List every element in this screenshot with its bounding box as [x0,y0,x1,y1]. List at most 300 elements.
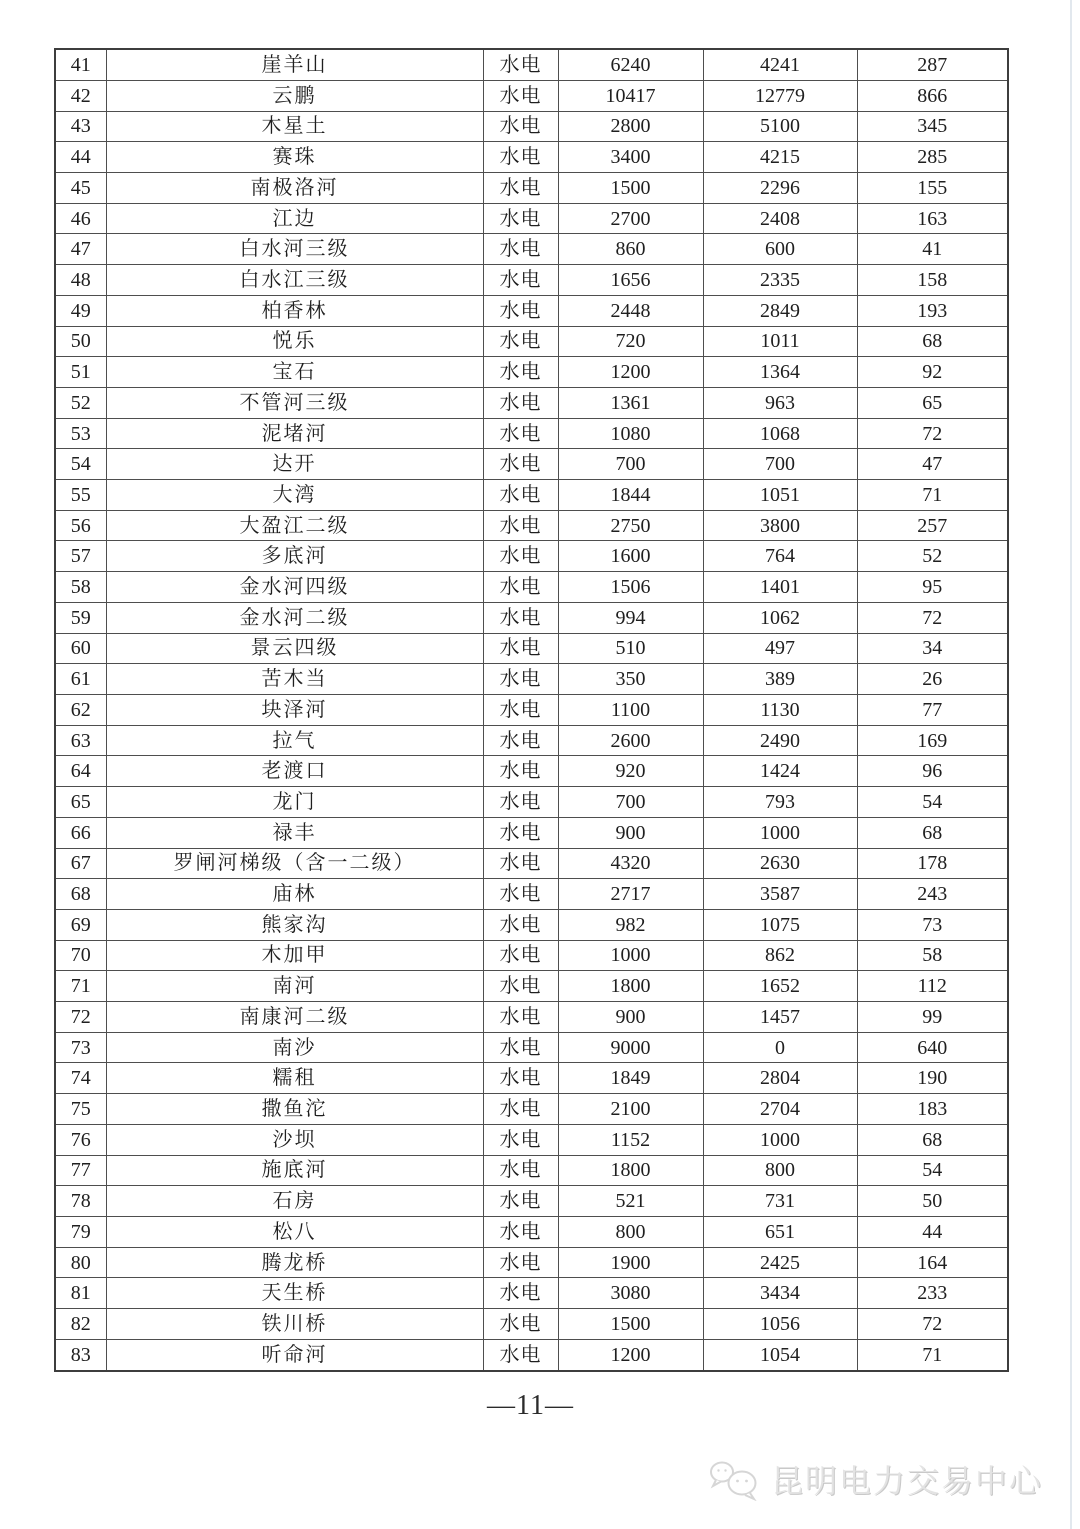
value-col-1: 1800 [558,971,703,1002]
table-row [55,725,1008,756]
value-col-3: 71 [857,1339,1008,1371]
plant-name: 金水河四级 [106,572,483,603]
table-row [55,357,1008,388]
page-number: —11— [487,1390,574,1421]
value-col-1: 2800 [558,111,703,142]
table-row [55,909,1008,940]
plant-type: 水电 [483,49,558,80]
plant-name: 南康河二级 [106,1002,483,1033]
value-col-2: 4215 [703,142,857,173]
plant-name: 石房 [106,1186,483,1217]
value-col-3: 287 [857,49,1008,80]
wechat-icon [709,1457,761,1501]
plant-type: 水电 [483,541,558,572]
value-col-3: 866 [857,80,1008,111]
table-row [55,234,1008,265]
row-index: 72 [55,1002,106,1033]
plant-name: 撒鱼沱 [106,1094,483,1125]
plant-name: 天生桥 [106,1278,483,1309]
plant-name: 沙坝 [106,1124,483,1155]
plant-name: 熊家沟 [106,909,483,940]
table-row [55,879,1008,910]
value-col-2: 1054 [703,1339,857,1371]
value-col-2: 731 [703,1186,857,1217]
row-index: 68 [55,879,106,910]
value-col-1: 4320 [558,848,703,879]
plant-name: 宝石 [106,357,483,388]
table-row [55,1002,1008,1033]
value-col-1: 1849 [558,1063,703,1094]
plant-type: 水电 [483,848,558,879]
row-index: 70 [55,940,106,971]
value-col-3: 92 [857,357,1008,388]
row-index: 62 [55,695,106,726]
table-row [55,695,1008,726]
plant-type: 水电 [483,510,558,541]
row-index: 42 [55,80,106,111]
value-col-1: 3400 [558,142,703,173]
value-col-3: 52 [857,541,1008,572]
value-col-1: 9000 [558,1032,703,1063]
row-index: 83 [55,1339,106,1371]
value-col-2: 2335 [703,265,857,296]
value-col-3: 233 [857,1278,1008,1309]
value-col-1: 10417 [558,80,703,111]
value-col-2: 963 [703,387,857,418]
row-index: 43 [55,111,106,142]
table-row [55,80,1008,111]
value-col-3: 72 [857,602,1008,633]
value-col-3: 257 [857,510,1008,541]
plant-name: 白水河三级 [106,234,483,265]
plant-name: 龙门 [106,787,483,818]
value-col-2: 2630 [703,848,857,879]
table-row [55,1247,1008,1278]
row-index: 58 [55,572,106,603]
footer-watermark [709,1456,1043,1502]
plant-name: 听命河 [106,1339,483,1371]
value-col-1: 982 [558,909,703,940]
value-col-2: 1068 [703,418,857,449]
plant-name: 江边 [106,203,483,234]
plant-type: 水电 [483,725,558,756]
plant-type: 水电 [483,879,558,910]
table-row [55,1278,1008,1309]
row-index: 63 [55,725,106,756]
value-col-1: 1000 [558,940,703,971]
value-col-2: 2296 [703,173,857,204]
plant-name: 达开 [106,449,483,480]
plant-name: 罗闸河梯级（含一二级） [106,848,483,879]
row-index: 65 [55,787,106,818]
value-col-1: 1200 [558,1339,703,1371]
plant-name: 南沙 [106,1032,483,1063]
value-col-3: 183 [857,1094,1008,1125]
value-col-1: 521 [558,1186,703,1217]
value-col-3: 44 [857,1216,1008,1247]
value-col-1: 6240 [558,49,703,80]
value-col-2: 2425 [703,1247,857,1278]
value-col-1: 720 [558,326,703,357]
value-col-3: 34 [857,633,1008,664]
value-col-3: 58 [857,940,1008,971]
value-col-2: 1130 [703,695,857,726]
plant-type: 水电 [483,1339,558,1371]
plant-type: 水电 [483,234,558,265]
table-row [55,1094,1008,1125]
value-col-1: 1844 [558,480,703,511]
value-col-3: 47 [857,449,1008,480]
plant-name: 金水河二级 [106,602,483,633]
row-index: 60 [55,633,106,664]
table-row [55,510,1008,541]
plant-type: 水电 [483,480,558,511]
value-col-2: 1075 [703,909,857,940]
value-col-3: 112 [857,971,1008,1002]
value-col-1: 1080 [558,418,703,449]
value-col-3: 72 [857,418,1008,449]
row-index: 59 [55,602,106,633]
plant-type: 水电 [483,173,558,204]
value-col-3: 285 [857,142,1008,173]
row-index: 67 [55,848,106,879]
value-col-3: 99 [857,1002,1008,1033]
value-col-1: 1656 [558,265,703,296]
plant-name: 铁川桥 [106,1309,483,1340]
plant-type: 水电 [483,817,558,848]
value-col-2: 651 [703,1216,857,1247]
value-col-3: 77 [857,695,1008,726]
value-col-2: 0 [703,1032,857,1063]
value-col-1: 1500 [558,1309,703,1340]
plant-name: 苦木当 [106,664,483,695]
value-col-2: 12779 [703,80,857,111]
row-index: 51 [55,357,106,388]
plant-type: 水电 [483,265,558,296]
row-index: 76 [55,1124,106,1155]
value-col-3: 50 [857,1186,1008,1217]
table-row [55,265,1008,296]
plant-name: 悦乐 [106,326,483,357]
row-index: 41 [55,49,106,80]
value-col-3: 163 [857,203,1008,234]
value-col-2: 3800 [703,510,857,541]
table-row [55,664,1008,695]
table-row [55,817,1008,848]
table-row [55,572,1008,603]
row-index: 44 [55,142,106,173]
plant-type: 水电 [483,80,558,111]
value-col-1: 800 [558,1216,703,1247]
value-col-3: 68 [857,817,1008,848]
value-col-1: 900 [558,817,703,848]
table-row [55,387,1008,418]
value-col-3: 178 [857,848,1008,879]
value-col-1: 900 [558,1002,703,1033]
plant-type: 水电 [483,1247,558,1278]
value-col-2: 1051 [703,480,857,511]
value-col-2: 600 [703,234,857,265]
value-col-3: 169 [857,725,1008,756]
plant-name: 腾龙桥 [106,1247,483,1278]
table-row [55,418,1008,449]
plant-type: 水电 [483,909,558,940]
value-col-1: 2100 [558,1094,703,1125]
row-index: 74 [55,1063,106,1094]
table-row [55,49,1008,80]
table-row [55,1339,1008,1371]
plant-name: 景云四级 [106,633,483,664]
plant-type: 水电 [483,1032,558,1063]
value-col-2: 1401 [703,572,857,603]
plant-name: 施底河 [106,1155,483,1186]
value-col-1: 920 [558,756,703,787]
plant-name: 木星土 [106,111,483,142]
value-col-3: 190 [857,1063,1008,1094]
value-col-2: 1652 [703,971,857,1002]
plant-type: 水电 [483,1186,558,1217]
value-col-1: 1800 [558,1155,703,1186]
table-row [55,111,1008,142]
value-col-1: 1361 [558,387,703,418]
plant-type: 水电 [483,756,558,787]
row-index: 80 [55,1247,106,1278]
value-col-3: 41 [857,234,1008,265]
row-index: 45 [55,173,106,204]
table-row [55,326,1008,357]
table-row [55,1124,1008,1155]
value-col-2: 2408 [703,203,857,234]
value-col-1: 2717 [558,879,703,910]
plant-type: 水电 [483,326,558,357]
row-index: 82 [55,1309,106,1340]
table-row [55,971,1008,1002]
row-index: 78 [55,1186,106,1217]
value-col-1: 2600 [558,725,703,756]
table-row [55,295,1008,326]
plant-type: 水电 [483,295,558,326]
table-row [55,1309,1008,1340]
table-row [55,787,1008,818]
value-col-2: 2490 [703,725,857,756]
plant-name: 崖羊山 [106,49,483,80]
table-row [55,142,1008,173]
value-col-3: 65 [857,387,1008,418]
plant-type: 水电 [483,449,558,480]
value-col-1: 510 [558,633,703,664]
value-col-1: 1152 [558,1124,703,1155]
row-index: 47 [55,234,106,265]
plant-name: 拉气 [106,725,483,756]
value-col-1: 1600 [558,541,703,572]
table-row [55,1216,1008,1247]
table-row [55,1032,1008,1063]
table-row [55,633,1008,664]
plant-name: 南河 [106,971,483,1002]
plant-name: 大盈江二级 [106,510,483,541]
row-index: 81 [55,1278,106,1309]
value-col-3: 73 [857,909,1008,940]
value-col-3: 164 [857,1247,1008,1278]
plant-type: 水电 [483,1124,558,1155]
plant-name: 不管河三级 [106,387,483,418]
value-col-2: 5100 [703,111,857,142]
plant-type: 水电 [483,1216,558,1247]
plant-name: 松八 [106,1216,483,1247]
row-index: 46 [55,203,106,234]
plant-type: 水电 [483,418,558,449]
value-col-1: 994 [558,602,703,633]
value-col-1: 1100 [558,695,703,726]
value-col-2: 2849 [703,295,857,326]
value-col-3: 68 [857,326,1008,357]
plant-type: 水电 [483,387,558,418]
value-col-3: 71 [857,480,1008,511]
value-col-2: 1457 [703,1002,857,1033]
value-col-2: 1011 [703,326,857,357]
value-col-1: 700 [558,449,703,480]
value-col-2: 1062 [703,602,857,633]
value-col-2: 1000 [703,817,857,848]
value-col-3: 96 [857,756,1008,787]
value-col-1: 1500 [558,173,703,204]
value-col-2: 4241 [703,49,857,80]
plant-type: 水电 [483,572,558,603]
value-col-1: 2750 [558,510,703,541]
row-index: 79 [55,1216,106,1247]
plant-name: 木加甲 [106,940,483,971]
plant-name: 白水江三级 [106,265,483,296]
row-index: 64 [55,756,106,787]
value-col-2: 1424 [703,756,857,787]
plant-type: 水电 [483,1309,558,1340]
table-row [55,1186,1008,1217]
plant-type: 水电 [483,1002,558,1033]
row-index: 66 [55,817,106,848]
value-col-3: 72 [857,1309,1008,1340]
value-col-2: 389 [703,664,857,695]
row-index: 55 [55,480,106,511]
plant-name: 赛珠 [106,142,483,173]
plant-name: 南极洛河 [106,173,483,204]
value-col-3: 345 [857,111,1008,142]
table-row [55,173,1008,204]
table-row [55,1155,1008,1186]
plant-type: 水电 [483,1063,558,1094]
table-row [55,940,1008,971]
row-index: 52 [55,387,106,418]
row-index: 56 [55,510,106,541]
table-row [55,848,1008,879]
row-index: 73 [55,1032,106,1063]
plant-type: 水电 [483,602,558,633]
value-col-1: 1200 [558,357,703,388]
value-col-3: 54 [857,1155,1008,1186]
plant-name: 大湾 [106,480,483,511]
value-col-2: 3587 [703,879,857,910]
plant-type: 水电 [483,1278,558,1309]
plant-type: 水电 [483,633,558,664]
plant-name: 云鹏 [106,80,483,111]
table-row [55,480,1008,511]
value-col-1: 860 [558,234,703,265]
value-col-3: 26 [857,664,1008,695]
value-col-2: 793 [703,787,857,818]
plant-type: 水电 [483,142,558,173]
plant-type: 水电 [483,1094,558,1125]
row-index: 54 [55,449,106,480]
plant-type: 水电 [483,111,558,142]
value-col-3: 193 [857,295,1008,326]
table-row [55,756,1008,787]
plant-name: 老渡口 [106,756,483,787]
row-index: 61 [55,664,106,695]
row-index: 53 [55,418,106,449]
row-index: 75 [55,1094,106,1125]
value-col-3: 54 [857,787,1008,818]
row-index: 69 [55,909,106,940]
plant-type: 水电 [483,695,558,726]
value-col-2: 1056 [703,1309,857,1340]
row-index: 71 [55,971,106,1002]
value-col-3: 640 [857,1032,1008,1063]
value-col-2: 2704 [703,1094,857,1125]
plant-name: 庙林 [106,879,483,910]
row-index: 77 [55,1155,106,1186]
page-edge-divider [1070,0,1072,1529]
value-col-2: 497 [703,633,857,664]
value-col-1: 2700 [558,203,703,234]
value-col-1: 3080 [558,1278,703,1309]
value-col-2: 800 [703,1155,857,1186]
plant-type: 水电 [483,940,558,971]
plant-type: 水电 [483,1155,558,1186]
value-col-1: 1900 [558,1247,703,1278]
plant-type: 水电 [483,203,558,234]
power-plant-table [54,48,1009,1372]
value-col-3: 68 [857,1124,1008,1155]
plant-type: 水电 [483,787,558,818]
value-col-2: 862 [703,940,857,971]
plant-name: 糯租 [106,1063,483,1094]
value-col-1: 700 [558,787,703,818]
table-row [55,203,1008,234]
table-row [55,449,1008,480]
value-col-2: 764 [703,541,857,572]
plant-type: 水电 [483,357,558,388]
value-col-3: 158 [857,265,1008,296]
value-col-2: 700 [703,449,857,480]
value-col-3: 155 [857,173,1008,204]
value-col-2: 1000 [703,1124,857,1155]
plant-name: 多底河 [106,541,483,572]
table-row [55,602,1008,633]
row-index: 48 [55,265,106,296]
plant-type: 水电 [483,664,558,695]
value-col-3: 95 [857,572,1008,603]
value-col-1: 1506 [558,572,703,603]
plant-name: 块泽河 [106,695,483,726]
table-row [55,541,1008,572]
value-col-2: 3434 [703,1278,857,1309]
plant-name: 柏香林 [106,295,483,326]
row-index: 49 [55,295,106,326]
plant-type: 水电 [483,971,558,1002]
value-col-3: 243 [857,879,1008,910]
row-index: 50 [55,326,106,357]
table-body [55,49,1008,1371]
plant-name: 禄丰 [106,817,483,848]
